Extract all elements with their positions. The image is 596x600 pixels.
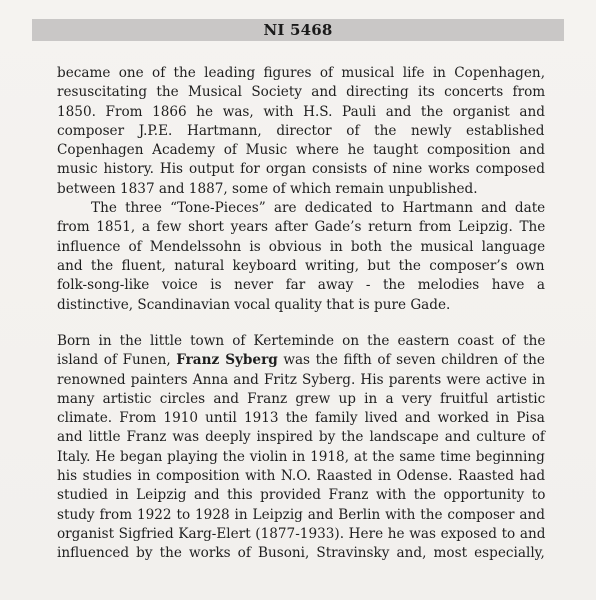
text-line: organist Sigfried Karg-Elert (1877-1933). Here he was exposed to and [57, 525, 546, 542]
text-line: influenced by the works of Busoni, Stravinsky and, most especially, [57, 545, 545, 562]
text-line: Italy. He began playing the violin in 1918, at the same time beginning [57, 448, 545, 465]
text-line: Copenhagen Academy of Music where he taught composition and [57, 142, 545, 159]
text-line: became one of the leading figures of musical life in Copenhagen, [57, 65, 546, 81]
text-line: climate. From 1910 until 1913 the family lived and worked in Pisa [57, 410, 545, 427]
text-line: influence of Mendelssohn is obvious in both the musical language [57, 238, 546, 255]
text-line: resuscitating the Musical Society and directing its concerts from [57, 84, 546, 101]
catalog-number: NI 5468 [263, 21, 333, 39]
text-line: music history. His output for organ consists of nine works composed [57, 161, 545, 178]
paragraph-syberg [57, 332, 545, 564]
catalog-header-bar [32, 19, 564, 41]
text-line: and the fluent, natural keyboard writing, but the composer’s own [57, 257, 545, 274]
text-line: his studies in composition with N.O. Raasted in Odense. Raasted had [57, 468, 546, 485]
text-line: study from 1922 to 1928 in Leipzig and Berlin with the composer and [57, 506, 545, 523]
text-fragment: was the fifth of seven children of the [277, 352, 545, 369]
text-line-with-name [57, 351, 545, 370]
text-line: from 1851, a few short years after Gade’s return from Leipzig. The [57, 219, 546, 236]
text-line: distinctive, Scandinavian vocal quality that is pure Gade. [57, 296, 451, 313]
text-line: between 1837 and 1887, some of which remain unpublished. [57, 180, 478, 197]
text-line: many artistic circles and Franz grew up in a very fruitful artistic [57, 390, 546, 407]
text-line: renowned painters Anna and Fritz Syberg. His parents were active in [57, 371, 546, 388]
text-line: Born in the little town of Kerteminde on the eastern coast of the [57, 333, 546, 349]
text-line: and little Franz was deeply inspired by the landscape and culture of [57, 429, 545, 446]
paragraph-gade [57, 64, 545, 315]
text-line: The three “Tone-Pieces” are dedicated to Hartmann and date [91, 200, 546, 217]
text-line: folk-song-like voice is never far away - the melodies have a [57, 277, 546, 294]
text-fragment: island of Funen, [57, 352, 177, 369]
text-line: 1850. From 1866 he was, with H.S. Pauli and the organist and [57, 103, 545, 120]
text-line: studied in Leipzig and this provided Franz with the opportunity to [57, 487, 546, 504]
composer-name: Franz Syberg [176, 352, 278, 369]
text-line: composer J.P.E. Hartmann, director of the newly established [57, 122, 545, 139]
